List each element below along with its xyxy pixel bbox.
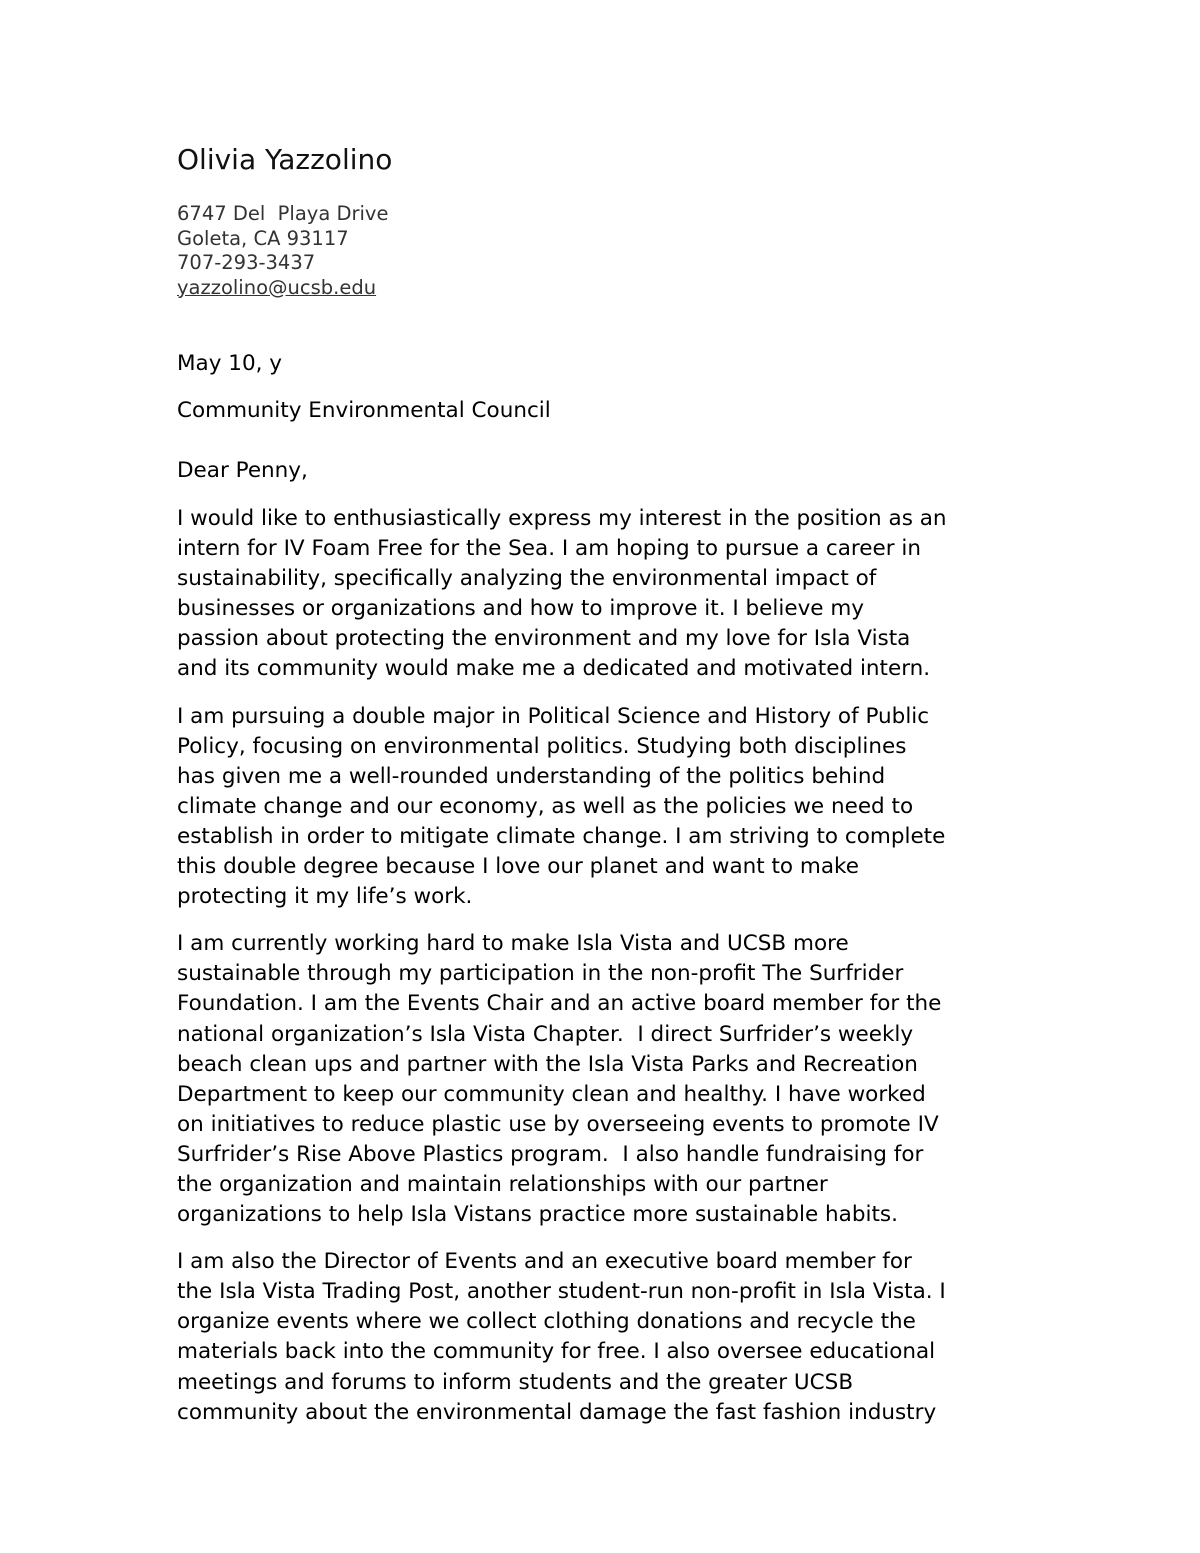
body-line: businesses or organizations and how to improve it. I believe my <box>177 596 865 622</box>
body-line: meetings and forums to inform students and the greater UCSB <box>177 1369 854 1395</box>
paragraph-3 <box>177 929 1037 1230</box>
body-line: passion about protecting the environment and my love for Isla Vista <box>177 626 911 652</box>
body-line: has given me a well-rounded understanding of the politics behind <box>177 763 886 789</box>
sender-address-line1: 6747 Del Playa Drive <box>177 202 389 225</box>
body-line: I would like to enthusiastically express my interest in the position as an <box>177 506 947 531</box>
letter-date: May 10, y <box>177 351 283 376</box>
body-line: the organization and maintain relationships with our partner <box>177 1171 828 1197</box>
body-line: I am currently working hard to make Isla Vista and UCSB more <box>177 931 849 957</box>
body-line: beach clean ups and partner with the Isla Vista Parks and Recreation <box>177 1051 918 1077</box>
body-line: intern for IV Foam Free for the Sea. I am hoping to pursue a career in <box>177 536 922 562</box>
body-line: organize events where we collect clothing donations and recycle the <box>177 1309 916 1335</box>
salutation: Dear Penny, <box>177 458 308 483</box>
body-line: the Isla Vista Trading Post, another student-run non-profit in Isla Vista. I <box>177 1279 946 1305</box>
body-line: sustainable through my participation in the non-profit The Surfrider <box>177 961 904 987</box>
sender-email-link[interactable]: yazzolino@ucsb.edu <box>177 275 377 299</box>
paragraph-4 <box>177 1247 1037 1428</box>
body-line: materials back into the community for free. I also oversee educational <box>177 1339 936 1365</box>
body-line: organizations to help Isla Vistans practice more sustainable habits. <box>177 1202 898 1228</box>
body-line: on initiatives to reduce plastic use by overseeing events to promote IV <box>177 1111 939 1137</box>
body-line: Department to keep our community clean and healthy. I have worked <box>177 1081 926 1107</box>
body-line: establish in order to mitigate climate change. I am striving to complete <box>177 823 946 849</box>
paragraph-2 <box>177 702 1037 913</box>
body-line: Foundation. I am the Events Chair and an active board member for the <box>177 991 942 1017</box>
body-line: climate change and our economy, as well as the policies we need to <box>177 793 914 819</box>
sender-name: Olivia Yazzolino <box>177 143 393 176</box>
recipient-organization: Community Environmental Council <box>177 398 551 423</box>
paragraph-1 <box>177 504 1037 685</box>
sender-phone: 707-293-3437 <box>177 251 316 274</box>
body-line: community about the environmental damage the fast fashion industry <box>177 1399 937 1425</box>
body-line: national organization’s Isla Vista Chapter. I direct Surfrider’s weekly <box>177 1021 914 1047</box>
sender-contact-block <box>177 202 388 300</box>
sender-address-line2: Goleta, CA 93117 <box>177 226 349 250</box>
body-line: protecting it my life’s work. <box>177 884 473 910</box>
body-line: Surfrider’s Rise Above Plastics program. I also handle fundraising for <box>177 1141 924 1167</box>
letter-body <box>177 504 1037 1445</box>
body-line: and its community would make me a dedicated and motivated intern. <box>177 656 931 682</box>
body-line: I am pursuing a double major in Political Science and History of Public <box>177 703 930 729</box>
body-line: this double degree because I love our planet and want to make <box>177 854 859 880</box>
body-line: I am also the Director of Events and an executive board member for <box>177 1249 912 1275</box>
body-line: Policy, focusing on environmental politics. Studying both disciplines <box>177 733 907 759</box>
body-line: sustainability, specifically analyzing the environmental impact of <box>177 566 877 592</box>
